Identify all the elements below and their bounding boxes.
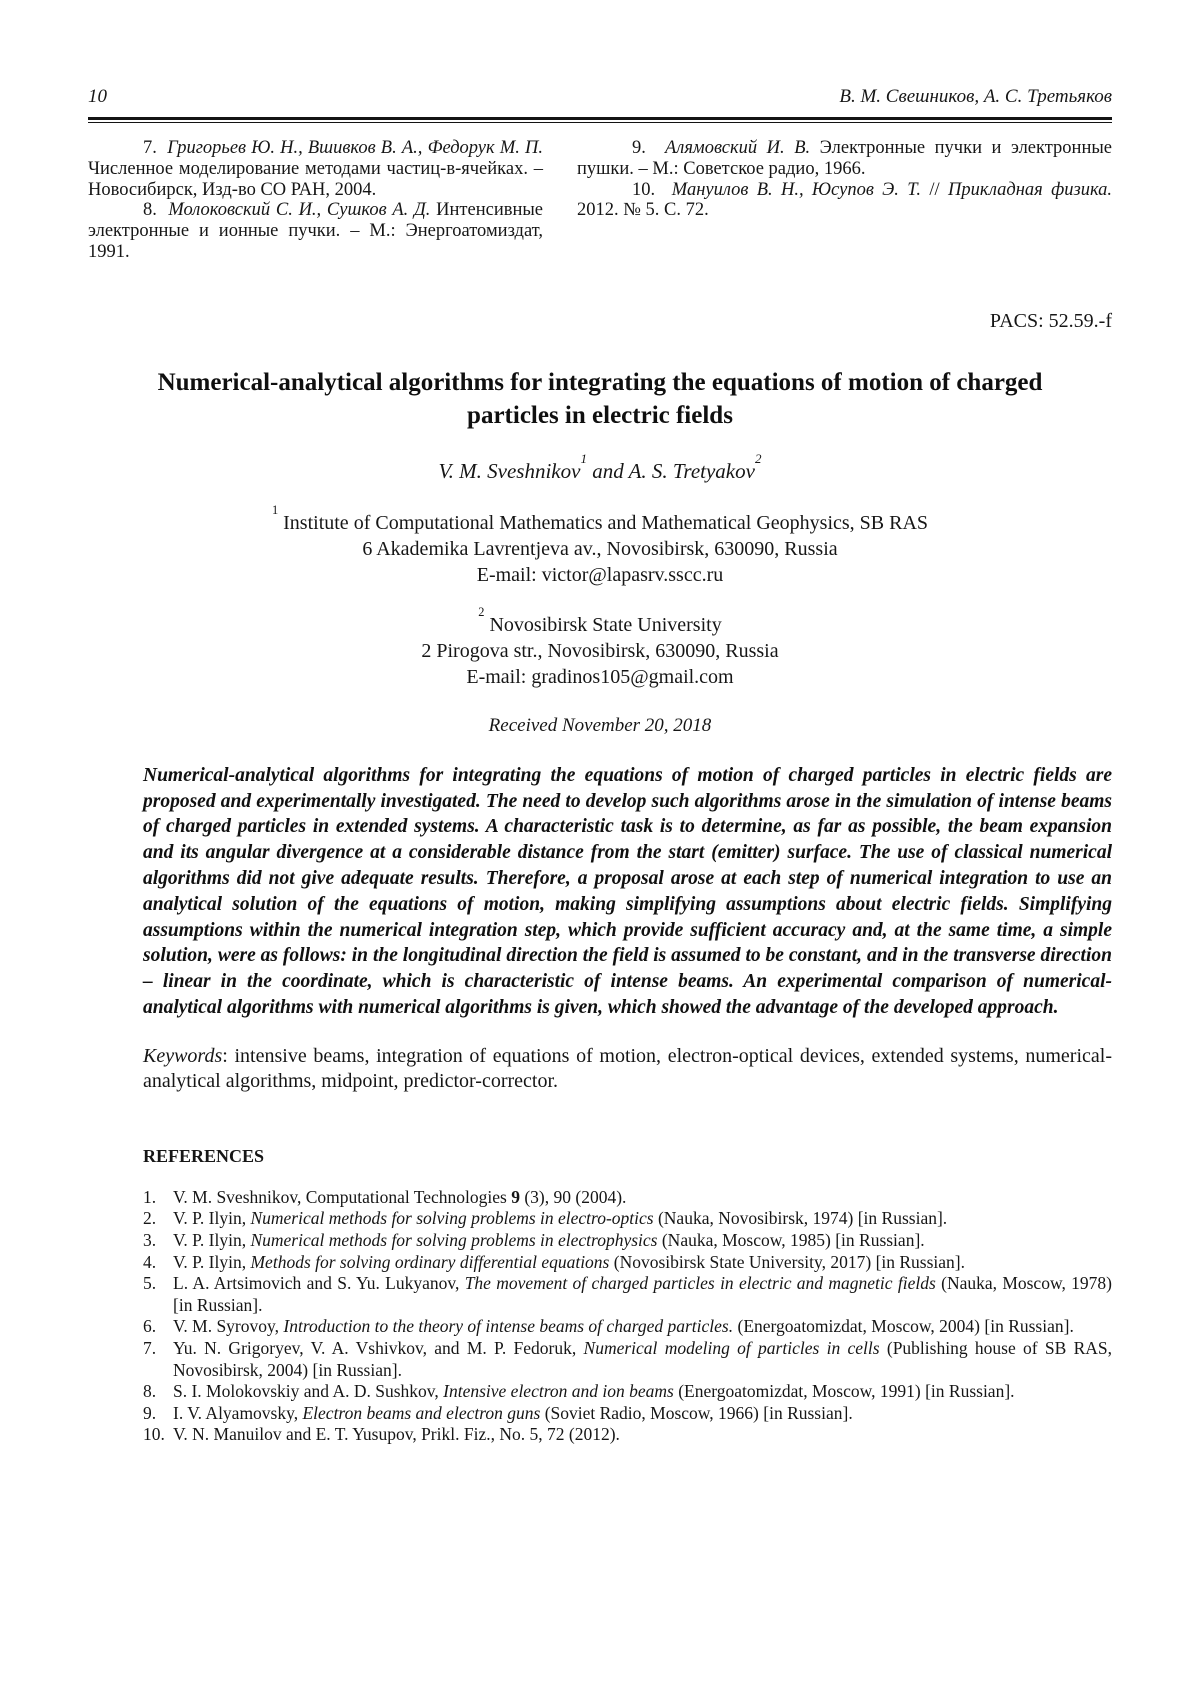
article-title: Numerical-analytical algorithms for integrating the equations of motion of charged particles in electric fields [157, 368, 1043, 429]
reference-number: 3. [143, 1229, 157, 1250]
reference-text: Молоковский С. И., Сушков А. Д. [168, 200, 431, 221]
reference-text: (Energoatomizdat, Moscow, 2004) [in Russian]. [733, 1316, 1074, 1337]
reference-text: V. P. Ilyin, [173, 1251, 251, 1272]
reference-text: Интенсивные электронные и ионные пучки. – М.: Энергоатомиздат, 1991. [88, 200, 543, 262]
reference-text: Yu. N. Grigoryev, V. A. Vshivkov, and M. P. Fedoruk, [173, 1337, 584, 1358]
reference-text: I. V. Alyamovsky, [173, 1402, 303, 1423]
reference-number: 10. [143, 1424, 165, 1445]
affiliation-1-mark: 1 [271, 503, 279, 518]
reference-item [143, 1187, 1112, 1209]
reference-text: V. P. Ilyin, [173, 1208, 251, 1229]
author-1-affiliation-mark: 1 [580, 450, 587, 466]
reference-item [143, 1316, 1112, 1338]
reference-number: 8. [143, 200, 157, 221]
affiliation-1-name: Institute of Computational Mathematics and Mathematical Geophysics, SB RAS [278, 511, 929, 534]
affiliation-1-address: 6 Akademika Lavrentjeva av., Novosibirsk, 630090, Russia [362, 537, 838, 560]
reference-number: 8. [143, 1381, 157, 1402]
reference-number: 7. [143, 1337, 157, 1358]
reference-number: 4. [143, 1251, 157, 1272]
reference-text: (Nauka, Moscow, 1978) [in Russian]. [173, 1273, 1112, 1315]
affiliation-2-name: Novosibirsk State University [484, 613, 722, 636]
reference-item [577, 138, 1112, 180]
references-list [143, 1187, 1112, 1446]
reference-text: Electron beams and electron guns [302, 1402, 541, 1423]
reference-text: Numerical methods for solving problems in electro-optics [250, 1208, 654, 1229]
page-number: 10 [88, 86, 107, 107]
reference-text: L. A. Artsimovich and S. Yu. Lukyanov, [173, 1273, 465, 1294]
reference-text: (Soviet Radio, Moscow, 1966) [in Russian]. [540, 1402, 853, 1423]
running-authors: В. М. Свешников, А. С. Третьяков [839, 86, 1112, 107]
reference-text: The movement of charged particles in electric and magnetic fields [464, 1273, 936, 1294]
reference-text: (Nauka, Moscow, 1985) [in Russian]. [657, 1229, 925, 1250]
author-1: V. M. Sveshnikov [438, 458, 581, 483]
affiliation-2-institute [88, 605, 1112, 638]
reference-text: Intensive electron and ion beams [443, 1381, 674, 1402]
reference-text: (3), 90 (2004). [519, 1186, 627, 1207]
reference-text: (Publishing house of SB RAS, Novosibirsk, 2004) [in Russian]. [173, 1337, 1113, 1380]
reference-text: Численное моделирование методами частиц-в-ячейках. – Новосибирск, Изд-во СО РАН, 2004. [88, 158, 543, 200]
reference-text: Григорьев Ю. Н., Вшивков В. А., Федорук М. П. [167, 138, 543, 158]
running-header [88, 86, 1112, 108]
reference-item [577, 180, 1112, 222]
reference-text: Numerical modeling of particles in cells [583, 1337, 880, 1358]
reference-text: V. N. Manuilov and E. T. Yusupov, Prikl. Fiz., No. 5, 72 (2012). [173, 1424, 620, 1445]
references-column-right [577, 138, 1112, 263]
reference-item [143, 1403, 1112, 1425]
header-rule [88, 117, 1112, 123]
pacs-code: PACS: 52.59.-f [989, 309, 1112, 332]
reference-text: // [921, 179, 948, 200]
reference-number: 1. [143, 1186, 157, 1207]
reference-text: 2012. № 5. С. 72. [577, 200, 709, 221]
reference-text: 9 [511, 1186, 520, 1207]
authors-line [88, 450, 1112, 484]
authors-joiner: and [586, 458, 629, 483]
reference-number: 9. [143, 1402, 157, 1423]
reference-text: Introduction to the theory of intense beams of charged particles. [283, 1316, 734, 1337]
affiliation-2 [88, 605, 1112, 690]
reference-text: (Energoatomizdat, Moscow, 1991) [in Russian]. [673, 1381, 1015, 1402]
author-2: A. S. Tretyakov [628, 458, 755, 483]
reference-number: 10. [632, 179, 656, 200]
reference-text: (Nauka, Novosibirsk, 1974) [in Russian]. [653, 1208, 948, 1229]
affiliation-2-email: E-mail: gradinos105@gmail.com [466, 665, 734, 688]
reference-number: 9. [632, 138, 646, 158]
reference-item [143, 1273, 1112, 1316]
references-column-left [88, 138, 543, 263]
reference-text: V. P. Ilyin, [173, 1229, 251, 1250]
reference-item [143, 1381, 1112, 1403]
reference-item [143, 1338, 1112, 1381]
reference-item [143, 1252, 1112, 1274]
reference-number: 5. [143, 1273, 157, 1294]
reference-item [143, 1424, 1112, 1446]
previous-article-references [88, 138, 1112, 263]
affiliation-1-institute [88, 503, 1112, 536]
affiliation-1 [88, 503, 1112, 588]
reference-text: Мануилов В. Н., Юсупов Э. Т. [671, 179, 922, 200]
author-2-affiliation-mark: 2 [754, 450, 762, 466]
reference-item [88, 200, 543, 262]
affiliation-2-mark: 2 [478, 605, 485, 620]
affiliation-2-address: 2 Pirogova str., Novosibirsk, 630090, Russia [421, 639, 779, 662]
reference-text: Methods for solving ordinary differential equations [250, 1251, 610, 1272]
references-heading: REFERENCES [143, 1145, 265, 1166]
affiliation-1-email: E-mail: victor@lapasrv.sscc.ru [476, 563, 724, 586]
keywords-label: Keywords [143, 1044, 223, 1067]
reference-text: Алямовский И. В. [664, 138, 811, 158]
reference-number: 6. [143, 1316, 157, 1337]
reference-number: 7. [143, 138, 157, 158]
keywords [143, 1044, 1112, 1094]
reference-number: 2. [143, 1208, 157, 1229]
received-date: Received November 20, 2018 [488, 714, 712, 736]
reference-text: V. M. Sveshnikov, Computational Technologies [173, 1186, 512, 1207]
reference-text: S. I. Molokovskiy and A. D. Sushkov, [173, 1381, 444, 1402]
reference-text: Numerical methods for solving problems in electrophysics [250, 1229, 658, 1250]
keywords-text: : intensive beams, integration of equations of motion, electron-optical devices, extended systems, numerical-analytical algorithms, midpoint, predictor-corrector. [143, 1044, 1112, 1092]
abstract: Numerical-analytical algorithms for integrating the equations of motion of charged particles in electric fields are proposed and experimentally investigated. The need to develop such algorithms arose in the simulation of intense beams of charged particles in extended systems. A characteristic task is to determine, as far as possible, the beam expansion and its angular divergence at a considerable distance from the start (emitter) surface. The use of classical numerical algorithms did not give adequate results. Therefore, a proposal arose at each step of numerical integration to use an analytical solution of the equations of motion, making simplifying assumptions about electric fields. Simplifying assumptions within the numerical integration step, which provide sufficient accuracy and, at the same time, a simple solution, were as follows: in the longitudinal direction the field is assumed to be constant, and in the transverse direction – linear in the coordinate, which is characteristic of intense beams. An experimental comparison of numerical-analytical algorithms with numerical algorithms is given, which showed the advantage of the developed approach. [143, 764, 1112, 1018]
reference-text: Электронные пучки и электронные пушки. – М.: Советское радио, 1966. [577, 138, 1113, 179]
reference-item [88, 138, 543, 200]
reference-text: Прикладная физика. [947, 179, 1113, 200]
reference-item [143, 1230, 1112, 1252]
reference-text: V. M. Syrovoy, [173, 1316, 284, 1337]
reference-text: (Novosibirsk State University, 2017) [in Russian]. [609, 1251, 966, 1272]
reference-item [143, 1208, 1112, 1230]
